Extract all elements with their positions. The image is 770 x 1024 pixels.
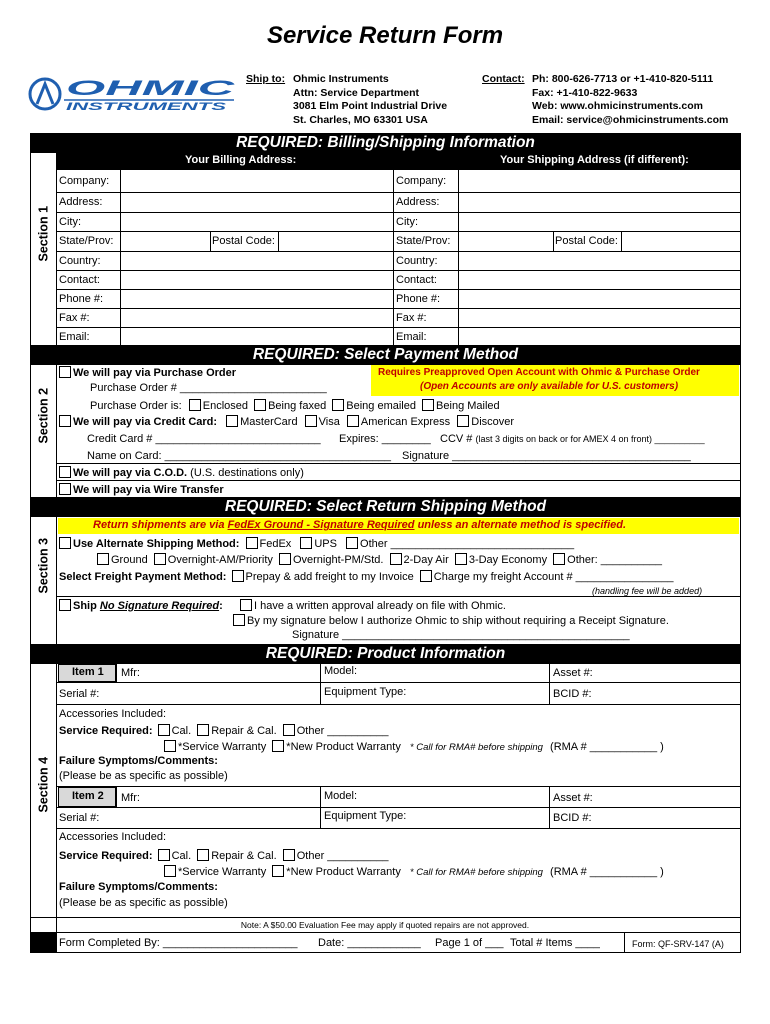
item1-cal-checkbox[interactable] bbox=[158, 724, 170, 736]
ship-to-block bbox=[246, 73, 448, 127]
alt-shipping-checkbox[interactable] bbox=[59, 537, 71, 549]
total-items-field[interactable]: Total # Items ____ bbox=[510, 937, 600, 949]
billing-city-label: City: bbox=[59, 216, 81, 228]
ship-line: St. Charles, MO 63301 USA bbox=[293, 114, 428, 127]
ups-label: UPS bbox=[314, 538, 337, 550]
item1-service-row bbox=[59, 724, 388, 737]
section2-band: REQUIRED: Select Payment Method bbox=[30, 345, 741, 365]
enclosed-checkbox[interactable] bbox=[189, 399, 201, 411]
approval-label: I have a written approval already on file with Ohmic. bbox=[254, 600, 506, 612]
wire-label: We will pay via Wire Transfer bbox=[73, 484, 224, 496]
shipping-company-label: Company: bbox=[396, 175, 447, 187]
contact-block bbox=[482, 73, 729, 127]
billing-country-label: Country: bbox=[59, 255, 101, 267]
approval-checkbox[interactable] bbox=[240, 599, 252, 611]
discover-label: Discover bbox=[471, 416, 515, 428]
faxed-checkbox[interactable] bbox=[254, 399, 266, 411]
item2-repair-checkbox[interactable] bbox=[197, 849, 209, 861]
overnight-pm-label: Overnight-PM/Std. bbox=[292, 554, 384, 566]
other-carrier-checkbox[interactable] bbox=[346, 537, 358, 549]
item1-accessories-label: Accessories Included: bbox=[59, 708, 166, 720]
no-signature-prefix: Ship bbox=[73, 600, 100, 612]
prepay-checkbox[interactable] bbox=[232, 570, 244, 582]
section2-sidebar bbox=[30, 365, 57, 497]
item2-specific-note: (Please be as specific as possible) bbox=[59, 897, 228, 909]
item1-other-label: Other __________ bbox=[296, 725, 389, 737]
name-on-card-field[interactable]: Name on Card: _____________________________________ bbox=[87, 450, 391, 462]
cc-signature-field[interactable]: Signature _______________________________________ bbox=[402, 450, 691, 462]
freight-label: Select Freight Payment Method: bbox=[59, 571, 227, 583]
ccv-label: CCV # bbox=[440, 433, 473, 445]
billing-state-label: State/Prov: bbox=[59, 235, 114, 247]
shipping-state-label: State/Prov: bbox=[396, 235, 451, 247]
item1-mfr-label: Mfr: bbox=[121, 667, 140, 679]
no-signature-colon: : bbox=[219, 600, 223, 612]
item1-service-warranty-checkbox[interactable] bbox=[164, 740, 176, 752]
shipping-fax-label: Fax #: bbox=[396, 312, 427, 324]
section2-label: Section 2 bbox=[36, 387, 51, 444]
item2-rma-field[interactable]: (RMA # ___________ ) bbox=[550, 866, 664, 878]
charge-account-checkbox[interactable] bbox=[420, 570, 432, 582]
section1-band: REQUIRED: Billing/Shipping Information bbox=[30, 133, 741, 153]
overnight-pm-checkbox[interactable] bbox=[279, 553, 291, 565]
item1-rma-field[interactable]: (RMA # ___________ ) bbox=[550, 741, 664, 753]
shipping-postal-label: Postal Code: bbox=[555, 235, 618, 247]
cc-checkbox[interactable] bbox=[59, 415, 71, 427]
cc-label: We will pay via Credit Card: bbox=[73, 416, 218, 428]
faxed-label: Being faxed bbox=[268, 400, 327, 412]
item2-other-label: Other __________ bbox=[296, 850, 389, 862]
item1-equipment-label: Equipment Type: bbox=[324, 686, 407, 698]
discover-checkbox[interactable] bbox=[457, 415, 469, 427]
authorize-label: By my signature below I authorize Ohmic to ship without requiring a Receipt Signature. bbox=[247, 615, 669, 627]
item2-bcid-label: BCID #: bbox=[553, 812, 592, 824]
cod-note: (U.S. destinations only) bbox=[190, 467, 304, 479]
item1-service-warranty-label: *Service Warranty bbox=[178, 741, 267, 753]
alt-shipping-label: Use Alternate Shipping Method: bbox=[73, 538, 240, 550]
shipping-email-label: Email: bbox=[396, 331, 427, 343]
mastercard-checkbox[interactable] bbox=[226, 415, 238, 427]
evaluation-fee-note: Note: A $50.00 Evaluation Fee may apply if quoted repairs are not approved. bbox=[240, 920, 530, 930]
item2-service-row bbox=[59, 849, 388, 862]
item2-other-checkbox[interactable] bbox=[283, 849, 295, 861]
billing-header: Your Billing Address: bbox=[185, 154, 297, 166]
po-requirement: Requires Preapproved Open Account with Ohmic & Purchase Order bbox=[378, 367, 700, 378]
overnight-am-label: Overnight-AM/Priority bbox=[167, 554, 273, 566]
other-service-label: Other: __________ bbox=[567, 554, 662, 566]
cc-number-field[interactable]: Credit Card # ___________________________ bbox=[87, 433, 321, 445]
ship-line: Attn: Service Department bbox=[293, 86, 420, 99]
po-is-label: Purchase Order is: bbox=[90, 400, 182, 412]
shipping-address-label: Address: bbox=[396, 196, 440, 208]
shipping-city-label: City: bbox=[396, 216, 418, 228]
item2-cal-checkbox[interactable] bbox=[158, 849, 170, 861]
item1-repair-checkbox[interactable] bbox=[197, 724, 209, 736]
ship-to-label: Ship to: bbox=[246, 73, 286, 85]
wire-option[interactable] bbox=[59, 483, 224, 496]
ship-line: 3081 Elm Point Industrial Drive bbox=[293, 100, 448, 113]
no-signature-signature-field[interactable]: Signature _______________________________________________ bbox=[292, 629, 630, 641]
authorize-option[interactable] bbox=[233, 614, 669, 627]
mailed-label: Being Mailed bbox=[436, 400, 500, 412]
billing-company-label: Company: bbox=[59, 175, 110, 187]
item2-accessories-label: Accessories Included: bbox=[59, 831, 166, 843]
item1-cal-label: Cal. bbox=[171, 725, 192, 737]
item2-cal-label: Cal. bbox=[171, 850, 192, 862]
enclosed-label: Enclosed bbox=[202, 400, 249, 412]
page-number: Page 1 of ___ bbox=[435, 937, 504, 949]
ohmic-logo bbox=[28, 74, 238, 114]
item2-serial-label: Serial #: bbox=[59, 812, 100, 824]
freight-row bbox=[59, 570, 674, 583]
item1-asset-label: Asset #: bbox=[553, 667, 593, 679]
section3-band: REQUIRED: Select Return Shipping Method bbox=[30, 497, 741, 517]
svg-text:OHMIC: OHMIC bbox=[66, 77, 236, 100]
section1-sidebar bbox=[30, 153, 57, 345]
section4-label: Section 4 bbox=[36, 756, 51, 813]
handling-note: (handling fee will be added) bbox=[592, 586, 703, 596]
section3-sidebar bbox=[30, 517, 57, 644]
wire-checkbox[interactable] bbox=[59, 483, 71, 495]
notice-part-b: FedEx Ground - Signature Required bbox=[227, 519, 415, 531]
prepay-label: Prepay & add freight to my Invoice bbox=[245, 571, 414, 583]
billing-address-label: Address: bbox=[59, 196, 103, 208]
item2-failure-label: Failure Symptoms/Comments: bbox=[59, 881, 218, 893]
emailed-label: Being emailed bbox=[346, 400, 416, 412]
contact-line: Ph: 800-626-7713 or +1-410-820-5111 bbox=[532, 73, 714, 85]
contact-line: Web: www.ohmicinstruments.com bbox=[532, 100, 703, 113]
item2-mfr-label: Mfr: bbox=[121, 792, 140, 804]
item2-label: Item 2 bbox=[72, 790, 104, 802]
item2-warranty-row bbox=[164, 865, 664, 878]
section4-sidebar bbox=[30, 664, 57, 934]
three-day-label: 3-Day Economy bbox=[468, 554, 548, 566]
cod-label: We will pay via C.O.D. bbox=[73, 467, 188, 479]
other-carrier-label: Other ______________________________ bbox=[360, 538, 575, 550]
cod-checkbox[interactable] bbox=[59, 466, 71, 478]
fedex-checkbox[interactable] bbox=[246, 537, 258, 549]
item2-service-warranty-label: *Service Warranty bbox=[178, 866, 267, 878]
contact-line: Email: service@ohmicinstruments.com bbox=[532, 114, 729, 127]
visa-checkbox[interactable] bbox=[305, 415, 317, 427]
shipping-notice bbox=[93, 519, 626, 531]
billing-postal-label: Postal Code: bbox=[212, 235, 275, 247]
two-day-label: 2-Day Air bbox=[403, 554, 449, 566]
shipping-contact-label: Contact: bbox=[396, 274, 437, 286]
shipping-header: Your Shipping Address (if different): bbox=[500, 154, 689, 166]
overnight-am-checkbox[interactable] bbox=[154, 553, 166, 565]
item2-repair-label: Repair & Cal. bbox=[211, 850, 277, 862]
cc-row bbox=[59, 415, 514, 428]
billing-phone-label: Phone #: bbox=[59, 293, 104, 305]
po-is-row bbox=[90, 399, 500, 412]
shipping-country-label: Country: bbox=[396, 255, 438, 267]
other-service-checkbox[interactable] bbox=[553, 553, 565, 565]
ground-checkbox[interactable] bbox=[97, 553, 109, 565]
item2-service-warranty-checkbox[interactable] bbox=[164, 865, 176, 877]
item1-other-checkbox[interactable] bbox=[283, 724, 295, 736]
item1-bcid-label: BCID #: bbox=[553, 688, 592, 700]
mastercard-label: MasterCard bbox=[240, 416, 298, 428]
item2-rma-note: * Call for RMA# before shipping bbox=[409, 867, 543, 878]
cc-expires-field[interactable]: Expires: ________ bbox=[339, 433, 431, 445]
mailed-checkbox[interactable] bbox=[422, 399, 434, 411]
item2-new-warranty-checkbox[interactable] bbox=[272, 865, 284, 877]
alt-shipping-row bbox=[59, 537, 574, 550]
item2-equipment-label: Equipment Type: bbox=[324, 810, 407, 822]
notice-part-a: Return shipments are via bbox=[93, 519, 228, 531]
item1-new-warranty-checkbox[interactable] bbox=[272, 740, 284, 752]
item1-specific-note: (Please be as specific as possible) bbox=[59, 770, 228, 782]
form-number: Form: QF-SRV-147 (A) bbox=[632, 939, 724, 949]
item1-label: Item 1 bbox=[72, 666, 104, 678]
billing-contact-label: Contact: bbox=[59, 274, 100, 286]
no-signature-checkbox[interactable] bbox=[59, 599, 71, 611]
authorize-checkbox[interactable] bbox=[233, 614, 245, 626]
two-day-checkbox[interactable] bbox=[390, 553, 402, 565]
completed-by-field[interactable]: Form Completed By: ______________________ bbox=[59, 937, 298, 949]
item1-new-warranty-label: *New Product Warranty bbox=[286, 741, 401, 753]
item1-serial-label: Serial #: bbox=[59, 688, 100, 700]
notice-part-c: unless an alternate method is specified. bbox=[414, 519, 627, 531]
item2-asset-label: Asset #: bbox=[553, 792, 593, 804]
date-field[interactable]: Date: ____________ bbox=[318, 937, 421, 949]
shipping-phone-label: Phone #: bbox=[396, 293, 441, 305]
po-checkbox[interactable] bbox=[59, 366, 71, 378]
amex-label: American Express bbox=[360, 416, 451, 428]
no-signature-label: No Signature Required bbox=[99, 600, 220, 612]
po-label: We will pay via Purchase Order bbox=[73, 367, 237, 379]
contact-label: Contact: bbox=[482, 73, 525, 85]
contact-line: Fax: +1-410-822-9633 bbox=[532, 86, 638, 99]
item2-model-label: Model: bbox=[324, 790, 358, 802]
item1-repair-label: Repair & Cal. bbox=[211, 725, 277, 737]
amex-checkbox[interactable] bbox=[347, 415, 359, 427]
ccv-note: (last 3 digits on back or for AMEX 4 on front) __________ bbox=[475, 434, 705, 444]
ccv-field[interactable] bbox=[440, 433, 705, 445]
form-title: Service Return Form bbox=[266, 22, 504, 49]
section4-band: REQUIRED: Product Information bbox=[30, 644, 741, 664]
section3-label: Section 3 bbox=[36, 537, 51, 594]
item1-warranty-row bbox=[164, 740, 664, 753]
po-option[interactable] bbox=[59, 366, 236, 379]
service-level-row bbox=[97, 553, 662, 566]
item1-rma-note: * Call for RMA# before shipping bbox=[409, 742, 543, 753]
ups-checkbox[interactable] bbox=[300, 537, 312, 549]
charge-account-label: Charge my freight Account # ________________ bbox=[433, 571, 674, 583]
cod-option[interactable] bbox=[59, 466, 304, 479]
po-availability: (Open Accounts are only available for U.S. customers) bbox=[420, 381, 679, 392]
item1-model-label: Model: bbox=[324, 665, 358, 677]
visa-label: Visa bbox=[318, 416, 340, 428]
no-signature-option[interactable] bbox=[59, 599, 223, 612]
item2-new-warranty-label: *New Product Warranty bbox=[286, 866, 401, 878]
billing-fax-label: Fax #: bbox=[59, 312, 90, 324]
item1-failure-label: Failure Symptoms/Comments: bbox=[59, 755, 218, 767]
ground-label: Ground bbox=[111, 554, 148, 566]
fedex-label: FedEx bbox=[259, 538, 292, 550]
po-number-field[interactable]: Purchase Order # ________________________ bbox=[90, 382, 327, 394]
three-day-checkbox[interactable] bbox=[455, 553, 467, 565]
item2-service-label: Service Required: bbox=[59, 850, 153, 862]
ship-line: Ohmic Instruments bbox=[293, 73, 389, 85]
svg-text:INSTRUMENTS: INSTRUMENTS bbox=[66, 101, 228, 113]
approval-option[interactable] bbox=[240, 599, 506, 612]
billing-email-label: Email: bbox=[59, 331, 90, 343]
section1-label: Section 1 bbox=[36, 205, 51, 262]
emailed-checkbox[interactable] bbox=[332, 399, 344, 411]
item1-service-label: Service Required: bbox=[59, 725, 153, 737]
